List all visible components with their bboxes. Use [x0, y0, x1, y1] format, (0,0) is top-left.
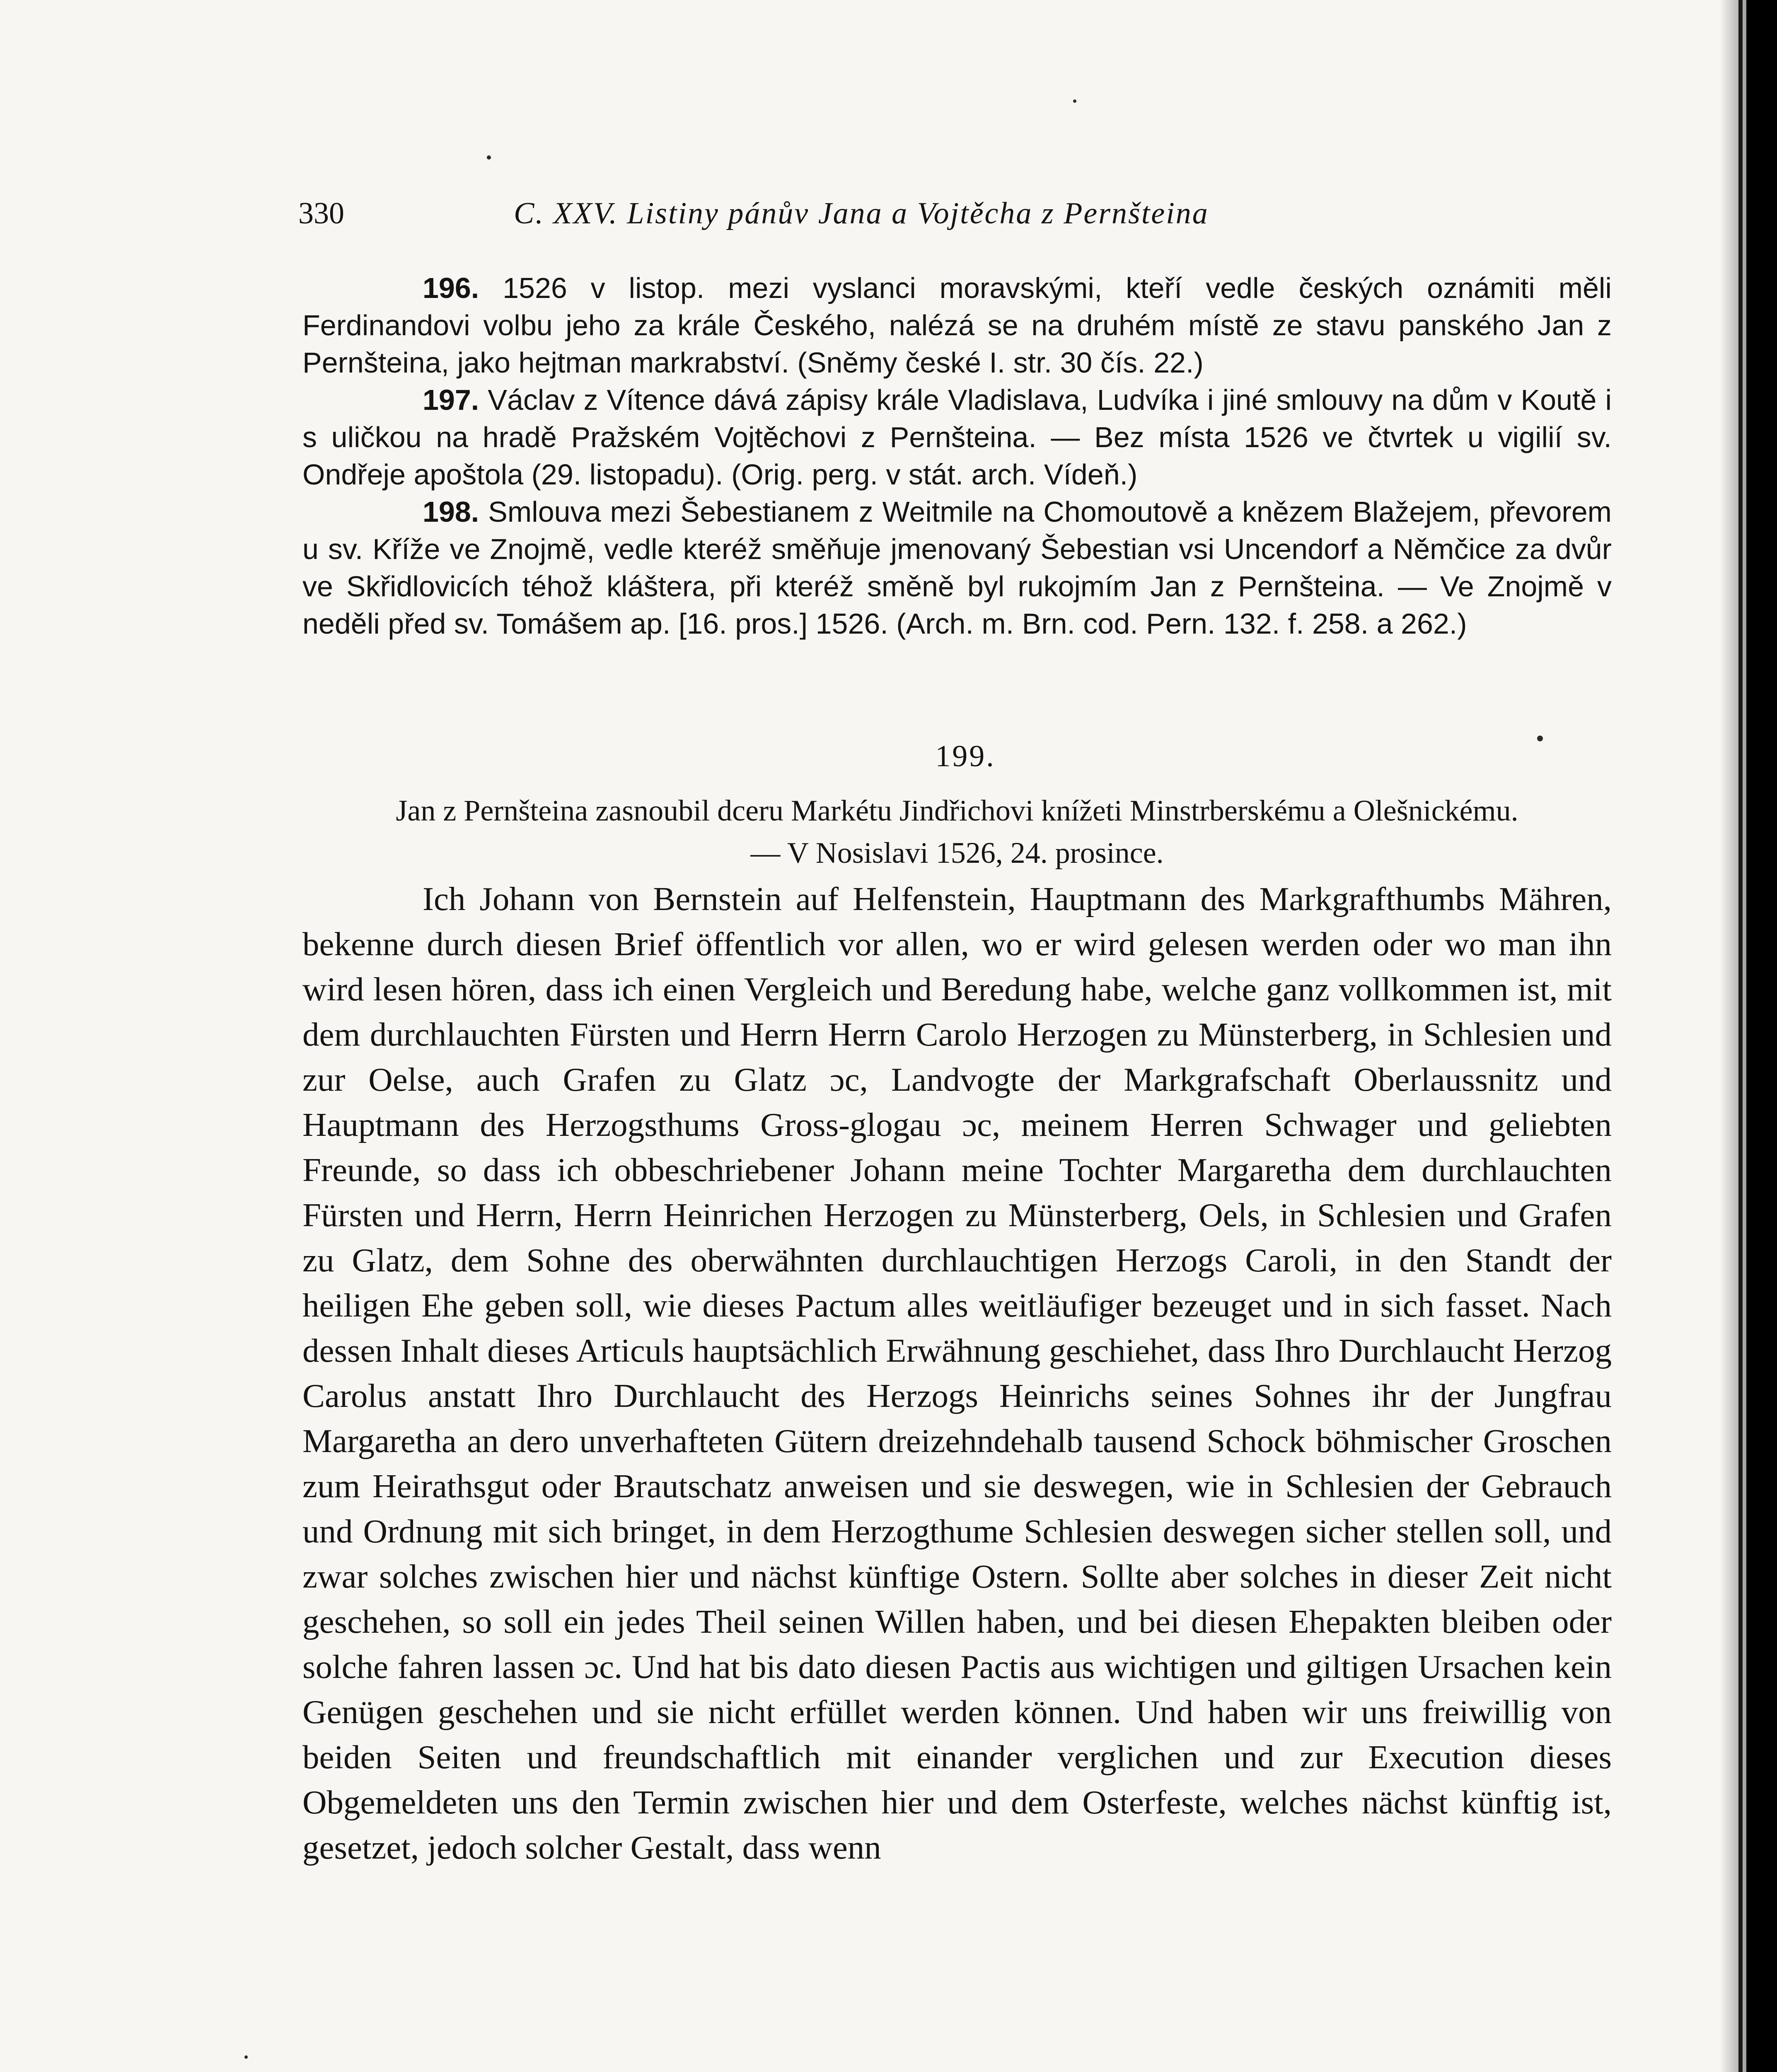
regest-entry [302, 269, 1612, 381]
regest-entry [302, 381, 1612, 493]
entry-text: 1526 v listop. mezi vyslanci moravskými, kteří vedle českých oznámiti měli Ferdinandovi volbu jeho za krále Českého, nalézá se na druhém místě ze stavu panského Jan z Pernšteina, jako hejtman markrabství. (Sněmy české I. str. 30 čís. 22.) [302, 272, 1612, 379]
entry-text: Smlouva mezi Šebestianem z Weitmile na Chomoutově a knězem Blažejem, převorem u sv. Kříže ve Znojmě, vedle kteréž směňuje jmenovaný Šebestian vsi Uncendorf a Němčice za dvůr ve Skřidlovicích téhož kláštera, při kteréž směně byl rukojmím Jan z Pernšteina. — Ve Znojmě v neděli před sv. Tomášem ap. [16. pros.] 1526. (Arch. m. Brn. cod. Pern. 132. f. 258. a 262.) [302, 496, 1612, 640]
document-number: 199. [935, 739, 996, 773]
entry-number: 198. [423, 496, 479, 528]
scan-speck [487, 155, 491, 160]
summary-line: Jan z Pernšteina zasnoubil dceru Markétu Jindřichovi knížeti Minstrberskému a Olešnickému. [396, 794, 1518, 827]
document-summary [302, 789, 1612, 874]
entry-text: Václav z Vítence dává zápisy krále Vladislava, Ludvíka i jiné smlouvy na dům v Koutě i s uličkou na hradě Pražském Vojtěchovi z Pernšteina. — Bez místa 1526 ve čtvrtek u vigilií sv. Ondřeje apoštola (29. listopadu). (Orig. perg. v stát. arch. Vídeň.) [302, 384, 1612, 491]
document-body: Ich Johann von Bernstein auf Helfenstein, Hauptmann des Markgrafthumbs Mähren, bekenne durch diesen Brief öffentlich vor allen, wo er wird gelesen werden oder wo man ihn wird lesen hören, dass ich einen Vergleich und Beredung habe, welche ganz vollkommen ist, mit dem durchlauchten Fürsten und Herrn Herrn Carolo Herzogen zu Münsterberg, in Schlesien und zur Oelse, auch Grafen zu Glatz ɔc, Landvogte der Markgrafschaft Oberlaussnitz und Hauptmann des Herzogsthums Gross-glogau ɔc, meinem Herren Schwager und geliebten Freunde, so dass ich obbeschriebener Johann meine Tochter Margaretha dem durchlauchten Fürsten und Herrn, Herrn Heinrichen Herzogen zu Münsterberg, Oels, in Schlesien und Grafen zu Glatz, dem Sohne des oberwähnten durchlauchtigen Herzogs Caroli, in den Standt der heiligen Ehe geben soll, wie dieses Pactum alles weitläufiger bezeuget und in sich fasset. Nach dessen Inhalt dieses Articuls hauptsächlich Erwähnung geschiehet, dass Ihro Durchlaucht Herzog Carolus anstatt Ihro Durchlaucht des Herzogs Heinrichs seines Sohnes ihr der Jungfrau Margaretha an dero unverhafteten Gütern dreizehndehalb tausend Schock böhmischer Groschen zum Heirathsgut oder Brautschatz anweisen und sie deswegen, wie in Schlesien der Gebrauch und Ordnung mit sich bringet, in dem Herzogthume Schlesien deswegen sicher stellen soll, und zwar solches zwischen hier und nächst künftige Ostern. Sollte aber solches in dieser Zeit nicht geschehen, so soll ein jedes Theil seinen Willen haben, und bei diesen Ehepakten bleiben oder solche fahren lassen ɔc. Und hat bis dato diesen Pactis aus wichtigen und giltigen Ursachen kein Genügen geschehen und sie nicht erfüllet werden können. Und haben wir uns freiwillig von beiden Seiten und freundschaftlich mit einander verglichen und zur Execution dieses Obgemeldeten uns den Termin zwischen hier und dem Osterfeste, welches nächst künftig ist, gesetzet, jedoch solcher Gestalt, dass wenn [302, 880, 1612, 1866]
summary-date-line: — V Nosislavi 1526, 24. prosince. [750, 836, 1164, 869]
entry-number: 196. [423, 272, 479, 304]
regesta-section [302, 269, 1612, 642]
running-title: C. XXV. Listiny pánův Jana a Vojtěcha z Pernšteina [514, 196, 1209, 230]
page-edge-line [1738, 0, 1743, 2072]
regest-entry [302, 493, 1612, 642]
scan-speck [1073, 99, 1076, 103]
scan-speck [244, 2055, 248, 2059]
scan-speck [1537, 736, 1543, 741]
page-number: 330 [298, 196, 344, 230]
entry-number: 197. [423, 384, 479, 416]
